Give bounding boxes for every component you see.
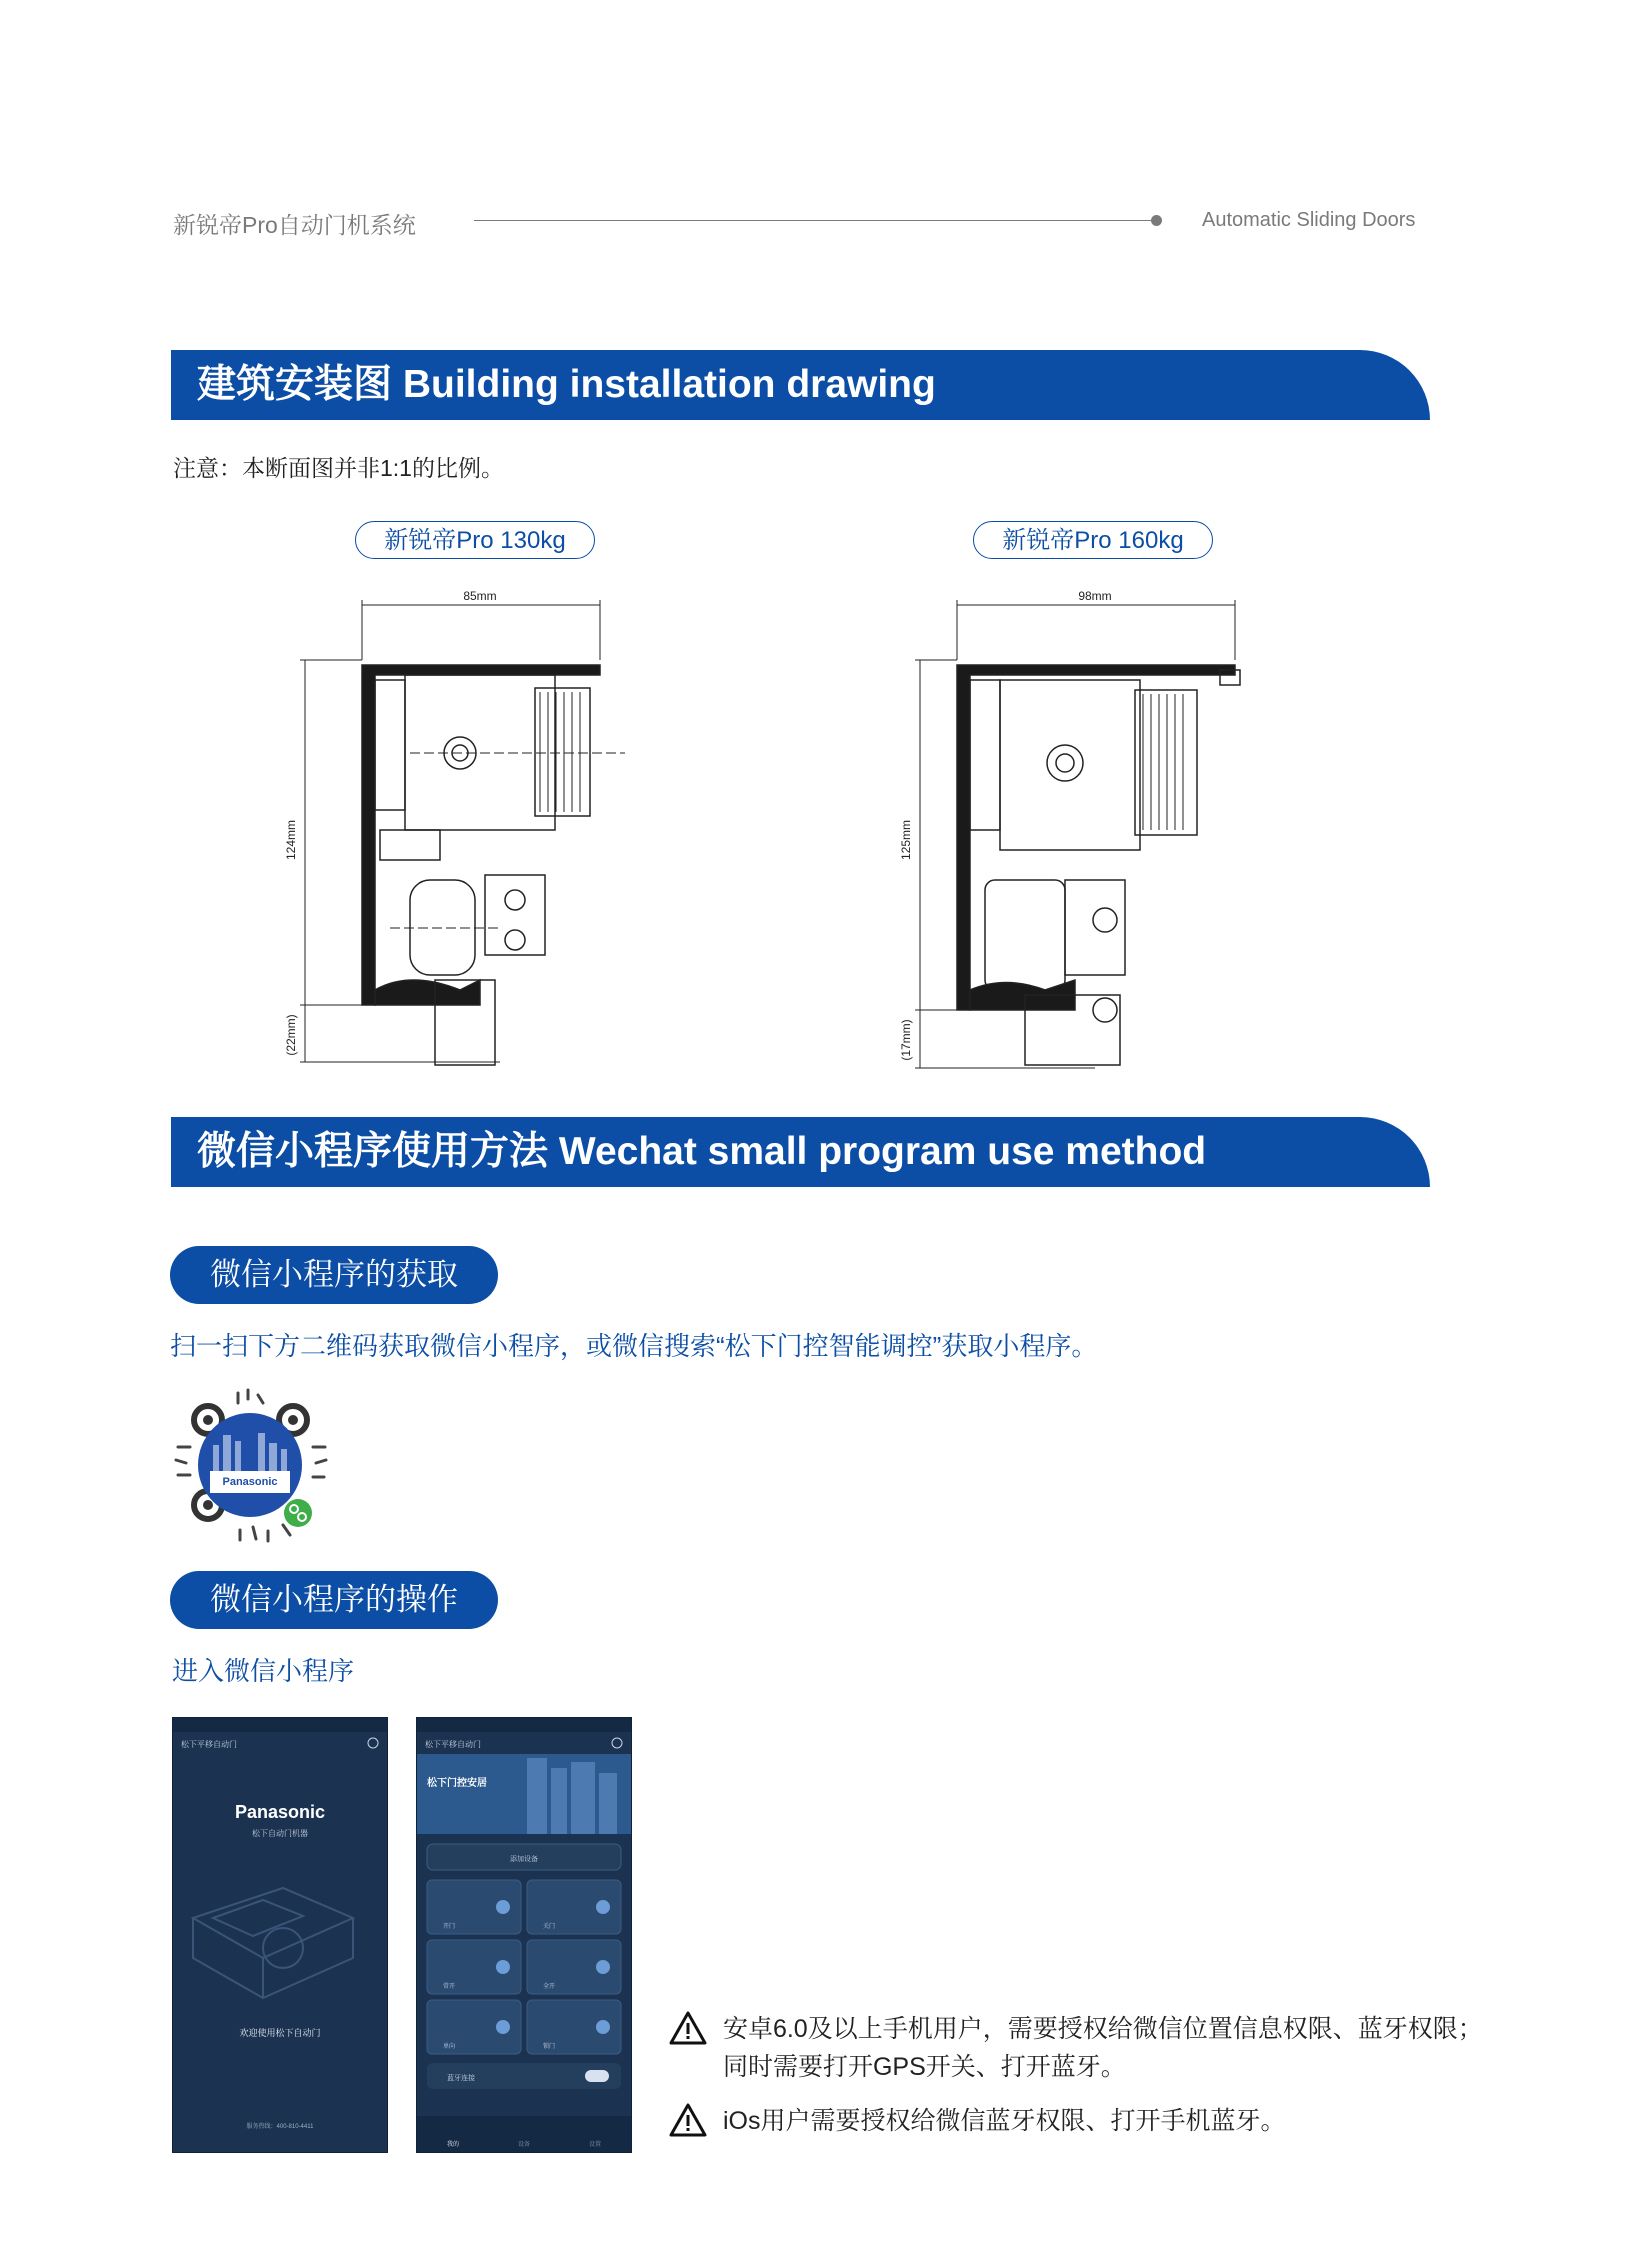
- acquire-description: 扫一扫下方二维码获取微信小程序，或微信搜索“松下门控智能调控”获取小程序。: [170, 1331, 1098, 1361]
- phone-screenshot-welcome: [172, 1717, 388, 2153]
- warning-triangle-icon: [668, 2102, 708, 2149]
- tile-label: 关门: [543, 1924, 556, 1930]
- warning-text-line: 安卓6.0及以上手机用户，需要授权给微信位置信息权限、蓝牙权限；: [722, 2015, 1483, 2043]
- warning-text-line: iOs用户需要授权给微信蓝牙权限、打开手机蓝牙。: [722, 2107, 1286, 2135]
- tile-label: 全开: [543, 1984, 556, 1990]
- warning-triangle-icon: [668, 2010, 708, 2057]
- phone2-tab: 我的: [446, 2142, 460, 2148]
- operate-title-pill: 微信小程序的操作: [170, 1571, 498, 1629]
- height-dim-label: 125mm: [899, 819, 913, 861]
- enter-mini-program-label: 进入微信小程序: [172, 1656, 355, 1686]
- installation-drawing-130kg: [280, 580, 660, 1070]
- phone2-tab: 设备: [517, 2142, 531, 2148]
- warning-text-line: 同时需要打开GPS开关、打开蓝牙。: [722, 2053, 1126, 2081]
- height-dim-label: 124mm: [284, 819, 298, 861]
- offset-dim-label: (22mm): [284, 1014, 298, 1056]
- warning-ios: [668, 2102, 1285, 2149]
- header-divider-dot: [1151, 215, 1162, 226]
- wechat-qr-code[interactable]: [168, 1385, 333, 1545]
- qr-logo-text: Panasonic: [222, 1476, 278, 1488]
- tile-label: 单向: [443, 2044, 456, 2050]
- header-right-title: Automatic Sliding Doors: [1202, 209, 1416, 231]
- phone1-subtitle: 松下自动门机器: [252, 1829, 308, 1838]
- section-banner-wechat: 微信小程序使用方法 Wechat small program use method: [171, 1117, 1430, 1187]
- model-pill-160kg: 新锐帝Pro 160kg: [973, 521, 1213, 559]
- acquire-title-pill: 微信小程序的获取: [170, 1246, 498, 1304]
- phone1-brand: Panasonic: [234, 1802, 326, 1822]
- installation-drawing-160kg: [895, 580, 1275, 1070]
- phone1-app-title: 松下平移自动门: [181, 1740, 237, 1749]
- model-pill-130kg: 新锐帝Pro 130kg: [355, 521, 595, 559]
- header-divider: [474, 220, 1158, 221]
- header-left-title: 新锐帝Pro自动门机系统: [173, 212, 416, 238]
- width-dim-label: 85mm: [463, 589, 497, 603]
- phone2-add-device: 添加设备: [510, 1856, 538, 1863]
- phone2-banner-text: 松下门控安居: [427, 1778, 487, 1789]
- phone2-tab: 设置: [588, 2142, 602, 2148]
- scale-note: 注意：本断面图并非1:1的比例。: [173, 455, 504, 481]
- section-banner-installation: 建筑安装图 Building installation drawing: [171, 350, 1430, 420]
- phone2-toggle-label: 蓝牙连接: [447, 2075, 475, 2082]
- tile-label: 锁门: [543, 2044, 556, 2050]
- offset-dim-label: (17mm): [899, 1019, 913, 1061]
- phone-screenshot-control-panel: [416, 1717, 632, 2153]
- warning-android: [668, 2010, 1483, 2086]
- tile-label: 常开: [443, 1984, 456, 1990]
- phone1-welcome: 欢迎使用松下自动门: [239, 2028, 321, 2038]
- width-dim-label: 98mm: [1078, 589, 1112, 603]
- phone2-app-title: 松下平移自动门: [425, 1740, 481, 1749]
- tile-label: 开门: [443, 1924, 456, 1930]
- phone1-footer: 服务热线：400-810-4411: [246, 2124, 314, 2130]
